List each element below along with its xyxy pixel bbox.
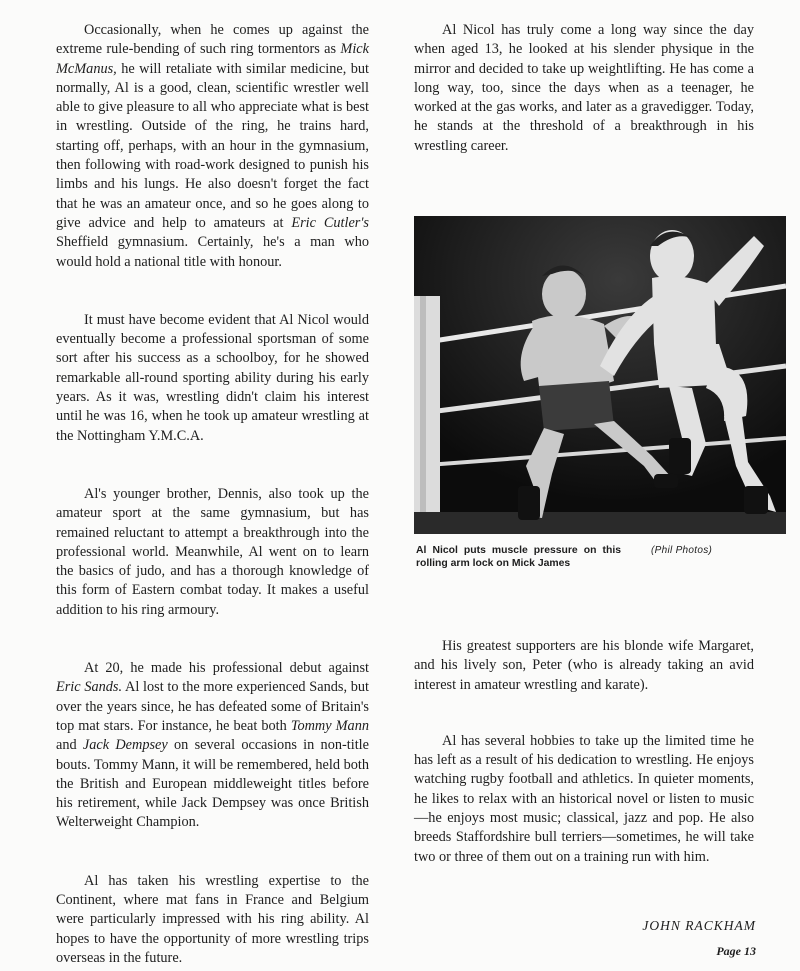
- paragraph: Al has taken his wrestling expertise to the Continent, where mat fans in France and Belgium were particularly impressed with his ring ability. Al hopes to have the opportunity of more wrestling trips overseas in the future.: [56, 872, 369, 966]
- wrestler-name: Eric Sands.: [56, 679, 123, 696]
- wrestler-name: Jack Dempsey: [82, 737, 168, 754]
- paragraph: Al has several hobbies to take up the limited time he has left as a result of his dedication to wrestling. He enjoys watching rugby football and athletics. In quieter moments, he likes to relax with an historical novel or listen to music—he enjoys most music; classical, jazz and pop. He also breeds Staffordshire bull terriers—sometimes, he will take two or three of them out on a training run with him.: [414, 732, 754, 865]
- wrestling-photo-illustration: [414, 216, 786, 534]
- right-column-bottom: [414, 637, 754, 867]
- wrestling-photo: [414, 216, 786, 534]
- wrestler-name: Eric Cutler's: [291, 214, 369, 231]
- boot: [669, 438, 691, 474]
- page-number: Page 13: [716, 944, 756, 958]
- boot: [518, 486, 540, 520]
- wrestler-name: Mick McManus,: [56, 41, 369, 77]
- paragraph: Al Nicol has truly come a long way since the day when aged 13, he looked at his slender physique in the mirror and decided to take up weightlifting. He has come a long way, too, since the days when as a teenager, he worked at the gas works, and later as a gravedigger. Today, he stands at the threshold of a breakthrough in his wrestling career.: [414, 22, 754, 154]
- paragraph: Occasionally, when he comes up against the extreme rule-bending of such ring tormentors as Mick McManus, he will retaliate with similar medicine, but normally, Al is a good, clean, scientific wrestler well able to give pleasure to all who appreciate what is best in wrestling. Outside of the ring, he trains hard, starting off, perhaps, with an hour in the gymnasium, then following with road-work designed to punish his limbs and his lungs. He also doesn't forget the fact that he was an amateur once, and so he goes along to give advice and help to amateurs at Eric Cutler's Sheffield gymnasium. Certainly, he's a man who would hold a national title with honour.: [56, 22, 369, 270]
- right-column-top: [414, 21, 754, 156]
- paragraph: At 20, he made his professional debut against Eric Sands. Al lost to the more experienced Sands, but over the years since, he has defeated some of Britain's top mat stars. For instance, he beat both Tommy Mann and Jack Dempsey on several occasions in non-title bouts. Tommy Mann, it will be remembered, held both the British and European middleweight titles before his retirement, while Jack Dempsey was once British Welterweight Champion.: [56, 660, 370, 831]
- paragraph: It must have become evident that Al Nicol would eventually become a professional sportsman of some sort after his success as a schoolboy, for he showed remarkable all-round sporting ability during his early years. As it was, wrestling didn't claim his interest until he was 16, when he took up amateur wrestling at the Nottingham Y.M.C.A.: [56, 311, 369, 444]
- left-column: [56, 21, 369, 968]
- author-byline: JOHN RACKHAM: [642, 918, 756, 933]
- paragraph: Al's younger brother, Dennis, also took up the amateur sport at the same gymnasium, but has remained reluctant to attempt a breakthrough into the professional world. Meanwhile, Al went on to learn the basics of judo, and has a thorough knowledge of this form of Eastern combat today. It makes a useful addition to his ring armoury.: [56, 485, 369, 618]
- boot: [654, 474, 678, 488]
- photo-caption: Al Nicol puts muscle pressure on this rolling arm lock on Mick James: [416, 545, 621, 569]
- paragraph: His greatest supporters are his blonde wife Margaret, and his lively son, Peter (who is already taking an avid interest in amateur wrestling and karate).: [414, 638, 754, 693]
- boot: [744, 486, 768, 514]
- corner-post: [414, 296, 440, 534]
- wrestler-name: Tommy Mann: [290, 717, 369, 734]
- photo-credit: (Phil Photos): [651, 545, 713, 556]
